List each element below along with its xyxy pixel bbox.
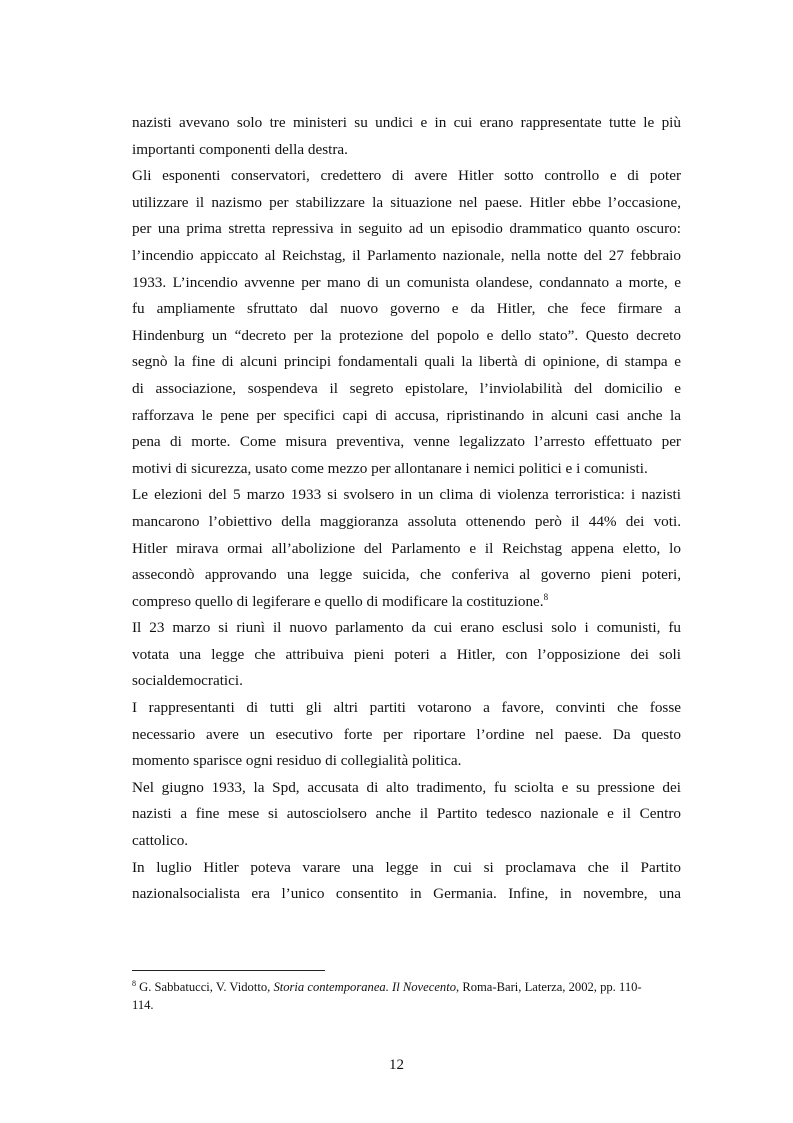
paragraph xyxy=(132,110,681,163)
text-line: Le elezioni del 5 marzo 1933 si svolsero in un clima di violenza terroristica: i nazisti xyxy=(132,486,681,504)
footnote-title: Storia contemporanea. Il Novecento xyxy=(273,980,457,994)
paragraph xyxy=(132,615,681,695)
text-line: nazisti a fine mese si autosciolsero anche il Partito tedesco nazionale e il Centro xyxy=(132,805,681,823)
text-line xyxy=(132,589,681,616)
footnote xyxy=(132,978,681,1014)
text-line: I rappresentanti di tutti gli altri partiti votarono a favore, convinti che fosse xyxy=(132,699,681,717)
text-line: nazisti avevano solo tre ministeri su undici e in cui erano rappresentate tutte le più xyxy=(132,114,681,131)
text-line: socialdemocratici. xyxy=(132,672,243,690)
text-line: cattolico. xyxy=(132,832,189,850)
footnote-reference: 8 xyxy=(543,591,549,602)
text-line: rafforzava le pene per specifici capi di accusa, ripristinando in alcuni casi anche la xyxy=(132,406,681,424)
paragraph xyxy=(132,163,681,482)
text-line: di associazione, sospendeva il segreto epistolare, l’inviolabilità del domicilio e xyxy=(132,379,681,397)
text-line: votata una legge che attribuiva pieni poteri a Hitler, con l’opposizione dei soli xyxy=(132,645,681,663)
text-line: nazionalsocialista era l’unico consentito in Germania. Infine, in novembre, una xyxy=(132,885,681,903)
page-number: 12 xyxy=(389,1057,404,1073)
paragraph xyxy=(132,482,681,615)
text-line: In luglio Hitler poteva varare una legge in cui si proclamava che il Partito xyxy=(132,858,681,876)
text-line: momento sparisce ogni residuo di collegialità politica. xyxy=(132,752,462,770)
footnote-number: 8 xyxy=(132,979,136,988)
footnote-details: , Roma-Bari, Laterza, 2002, pp. 110- xyxy=(456,980,642,994)
body-text xyxy=(132,110,681,908)
text-line: Hindenburg un “decreto per la protezione del popolo e dello stato”. Questo decreto xyxy=(132,326,681,344)
text-line: assecondò approvando una legge suicida, che conferiva al governo pieni poteri, xyxy=(132,566,681,584)
text-line: pena di morte. Come misura preventiva, venne legalizzato l’arresto effettuato per xyxy=(132,433,681,451)
text-line: 1933. L’incendio avvenne per mano di un comunista olandese, condannato a morte, e xyxy=(132,273,681,291)
text-line: segnò la fine di alcuni principi fondamentali quali la libertà di opinione, di stampa e xyxy=(132,353,681,371)
paragraph xyxy=(132,695,681,775)
text-line: l’incendio appiccato al Reichstag, il Parlamento nazionale, nella notte del 27 febbraio xyxy=(132,246,681,264)
footnote-line: 114. xyxy=(132,998,154,1012)
paragraph xyxy=(132,855,681,908)
text-line: importanti componenti della destra. xyxy=(132,140,348,158)
text-line: Gli esponenti conservatori, credettero di avere Hitler sotto controllo e di poter xyxy=(132,167,681,185)
text-line: Nel giugno 1933, la Spd, accusata di alto tradimento, fu sciolta e su pressione dei xyxy=(132,778,681,796)
text-line: necessario avere un esecutivo forte per riportare l’ordine nel paese. Da questo xyxy=(132,725,681,743)
footnote-authors: G. Sabbatucci, V. Vidotto, xyxy=(136,980,274,994)
footnote-line xyxy=(132,978,681,996)
footnote-separator xyxy=(132,970,325,971)
text-line: Hitler mirava ormai all’abolizione del Parlamento e il Reichstag appena eletto, lo xyxy=(132,539,681,557)
text-line: fu ampliamente sfruttato dal nuovo governo e da Hitler, che fece firmare a xyxy=(132,300,681,318)
text-line: motivi di sicurezza, usato come mezzo per allontanare i nemici politici e i comunisti. xyxy=(132,459,648,477)
paragraph xyxy=(132,775,681,855)
text-line: mancarono l’obiettivo della maggioranza assoluta ottenendo però il 44% dei voti. xyxy=(132,512,681,530)
text-line: utilizzare il nazismo per stabilizzare la situazione nel paese. Hitler ebbe l’occasione, xyxy=(132,193,681,211)
text-line: per una prima stretta repressiva in seguito ad un episodio drammatico quanto oscuro: xyxy=(132,220,681,238)
text-line-content: compreso quello di legiferare e quello di modificare la costituzione. xyxy=(132,592,544,610)
text-line: Il 23 marzo si riunì il nuovo parlamento da cui erano esclusi solo i comunisti, fu xyxy=(132,619,681,637)
